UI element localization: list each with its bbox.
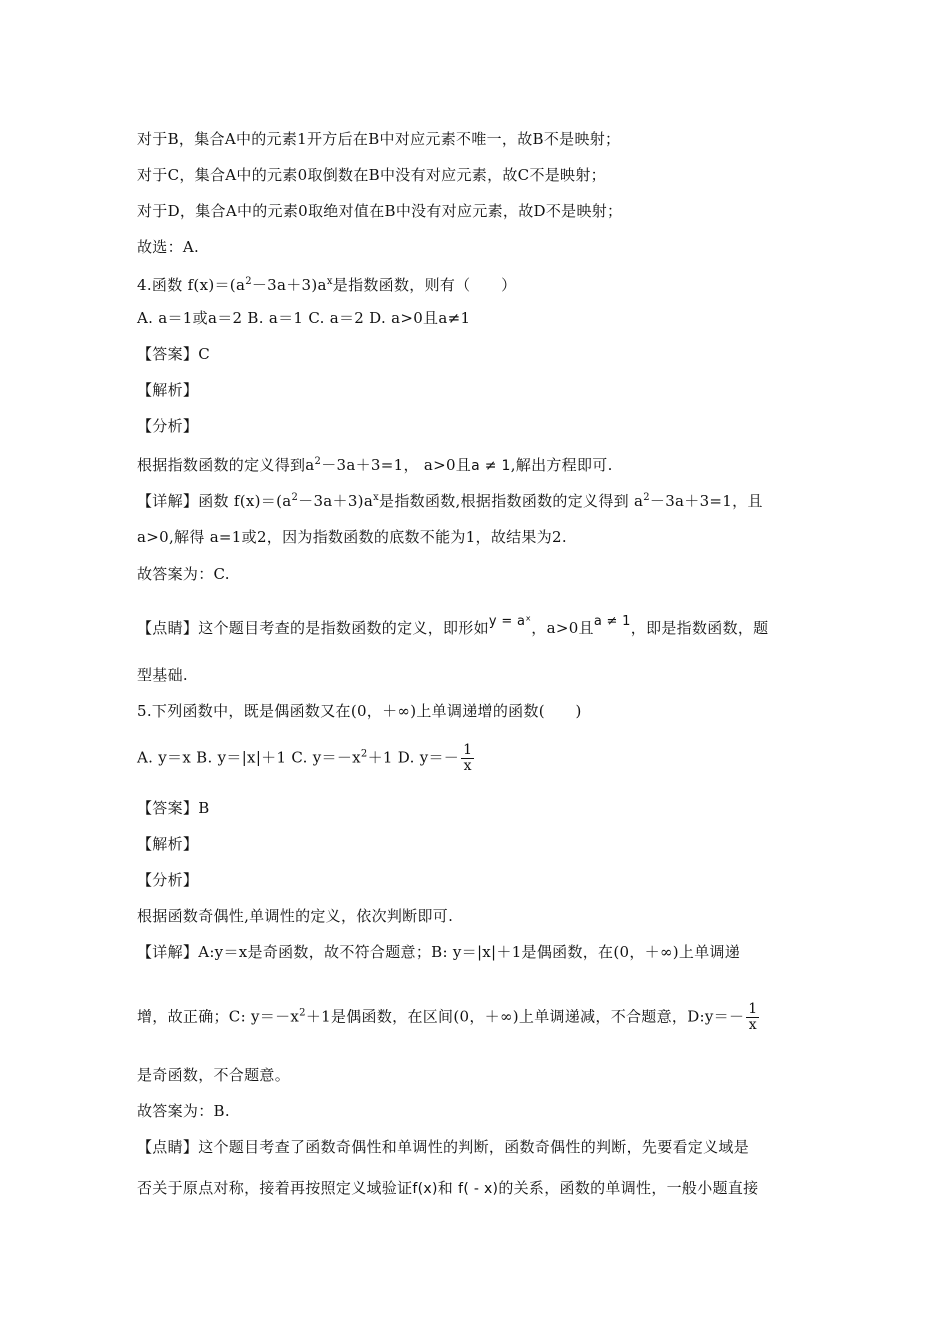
dianjing-text: 型基础.	[137, 666, 188, 684]
text: 4.函数 f(x)＝(a	[137, 276, 246, 294]
detail-text: 【详解】A:y＝x是奇函数，故不符合题意；B: y＝|x|＋1是偶函数，在(0，＋∞)上单调递	[137, 943, 741, 961]
fraction-denominator: x	[748, 1017, 757, 1033]
superscript: 2	[360, 748, 368, 760]
question-5-options	[137, 743, 820, 774]
fenxi-label: 【分析】	[137, 871, 199, 889]
text: 【详解】函数 f(x)＝(a	[137, 492, 292, 510]
dianjing-text	[137, 612, 820, 638]
question-5: 5.下列函数中，既是偶函数又在(0，＋∞)上单调递增的函数( )	[137, 702, 582, 720]
text: 和	[437, 1179, 459, 1197]
text: ，a>0且	[531, 619, 594, 637]
question-4-options: A. a＝1或a＝2 B. a＝1 C. a＝2 D. a>0且a≠1	[137, 309, 471, 327]
superscript: 2	[643, 492, 650, 503]
analysis-label: 【解析】	[137, 835, 199, 853]
dianjing-text	[137, 1178, 820, 1199]
analysis-text: 根据函数奇偶性,单调性的定义，依次判断即可.	[137, 907, 454, 925]
text-line: 对于B，集合A中的元素1开方后在B中对应元素不唯一，故B不是映射；	[137, 130, 621, 148]
superscript: 2	[291, 492, 299, 503]
text: ,解出方程即可.	[510, 456, 613, 474]
superscript: 2	[299, 1007, 306, 1019]
text: 的关系，函数的单调性，一般小题直接	[498, 1179, 759, 1197]
detail-text: 是奇函数，不合题意。	[137, 1066, 291, 1084]
formula: f( - x)	[458, 1181, 499, 1197]
analysis-label: 【解析】	[137, 381, 199, 399]
final-answer: 故答案为：B.	[137, 1102, 230, 1120]
superscript: x	[326, 276, 333, 287]
dianjing-text: 【点睛】这个题目考查了函数奇偶性和单调性的判断，函数奇偶性的判断，先要看定义域是	[137, 1138, 750, 1156]
fraction-numerator: 1	[748, 1001, 758, 1017]
text: －3a＋3=1，且	[649, 492, 763, 510]
fraction-numerator: 1	[463, 742, 473, 758]
fraction-denominator: x	[463, 758, 472, 774]
analysis-text	[137, 452, 820, 476]
text: 否关于原点对称，接着再按照定义域验证	[137, 1179, 413, 1197]
formula: a ≠ 1	[471, 458, 511, 474]
question-4	[137, 272, 820, 295]
text-line: 故选：A.	[137, 238, 200, 256]
formula: f(x)	[412, 1181, 438, 1197]
text: －3a＋3=1， a>0且	[321, 456, 472, 474]
superscript: x	[373, 492, 380, 503]
answer-label: 【答案】C	[137, 345, 210, 363]
text: 是指数函数，则有（ ）	[332, 276, 517, 294]
detail-text: a>0,解得 a=1或2，因为指数函数的底数不能为1，故结果为2.	[137, 528, 567, 546]
formula: a ≠ 1	[593, 614, 631, 629]
formula: y = aˣ	[488, 614, 532, 629]
fraction	[461, 743, 474, 774]
detail-text	[137, 488, 820, 511]
text: 增，故正确；C: y＝－x	[137, 1007, 300, 1026]
text: ，即是指数函数，题	[630, 619, 769, 637]
text: ＋1 D. y＝－	[367, 748, 460, 767]
superscript: 2	[314, 456, 322, 467]
text: 【点睛】这个题目考查的是指数函数的定义，即形如	[137, 619, 489, 637]
text: 是指数函数,根据指数函数的定义得到 a	[379, 492, 644, 510]
detail-text	[137, 1002, 820, 1033]
text: A. y＝x B. y＝|x|＋1 C. y＝－x	[137, 748, 361, 767]
text-line: 对于D，集合A中的元素0取绝对值在B中没有对应元素，故D不是映射；	[137, 202, 623, 220]
text: －3a＋3)a	[251, 276, 327, 294]
final-answer: 故答案为：C.	[137, 565, 230, 583]
text-line: 对于C，集合A中的元素0取倒数在B中没有对应元素，故C不是映射；	[137, 166, 606, 184]
text: 根据指数函数的定义得到a	[137, 456, 315, 474]
fenxi-label: 【分析】	[137, 417, 199, 435]
answer-label: 【答案】B	[137, 799, 210, 817]
text: －3a＋3)a	[298, 492, 374, 510]
superscript: 2	[245, 276, 252, 287]
fraction	[746, 1002, 759, 1033]
text: ＋1是偶函数，在区间(0，＋∞)上单调递减，不合题意，D:y＝－	[305, 1007, 745, 1026]
